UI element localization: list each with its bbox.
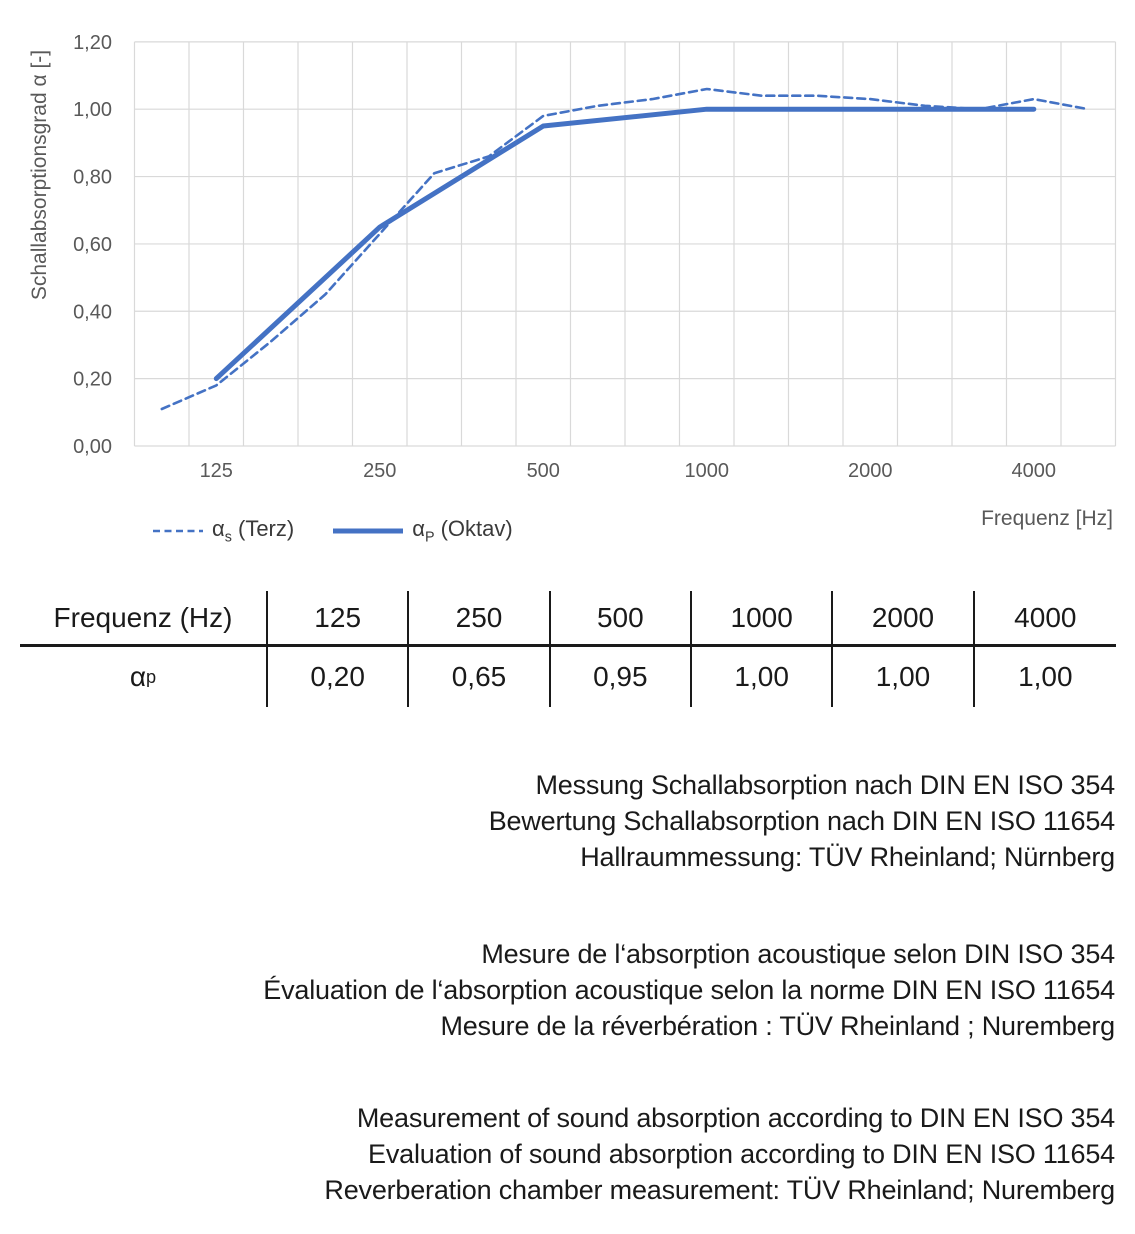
notes-german bbox=[489, 767, 1115, 875]
note-line: Hallraummessung: TÜV Rheinland; Nürnberg bbox=[580, 842, 1115, 872]
notes-french bbox=[263, 936, 1115, 1044]
svg-text:500: 500 bbox=[526, 460, 560, 482]
svg-text:1,20: 1,20 bbox=[73, 31, 112, 54]
chart-legend bbox=[152, 516, 513, 545]
y-axis-title: Schallabsorptionsgrad α [-] bbox=[28, 49, 51, 301]
note-line: Reverberation chamber measurement: TÜV Rheinland; Nuremberg bbox=[324, 1175, 1115, 1205]
solid-line-icon bbox=[332, 526, 404, 536]
legend-item-oktav bbox=[332, 516, 513, 545]
note-line: Mesure de la réverbération : TÜV Rheinland ; Nuremberg bbox=[440, 1011, 1115, 1041]
alpha-p-value-2000: 1,00 bbox=[833, 647, 974, 707]
svg-text:2000: 2000 bbox=[848, 460, 893, 482]
table-header-4000: 4000 bbox=[975, 591, 1116, 647]
table-header-frequency: Frequenz (Hz) bbox=[20, 591, 268, 647]
svg-text:0,80: 0,80 bbox=[73, 166, 112, 189]
table-header-500: 500 bbox=[551, 591, 692, 647]
x-axis-title: Frequenz [Hz] bbox=[981, 507, 1113, 530]
alpha-p-table bbox=[20, 591, 1116, 707]
table-header-250: 250 bbox=[409, 591, 550, 647]
svg-text:0,00: 0,00 bbox=[73, 436, 112, 458]
alpha-p-value-1000: 1,00 bbox=[692, 647, 833, 707]
notes-english bbox=[324, 1100, 1115, 1208]
table-header-125: 125 bbox=[268, 591, 409, 647]
table-header-1000: 1000 bbox=[692, 591, 833, 647]
alpha-p-row-label: α p bbox=[20, 647, 268, 707]
svg-text:0,40: 0,40 bbox=[73, 301, 112, 324]
legend-label-terz: $\alpha_s$ (Terz) bbox=[212, 516, 295, 546]
chart-plot-area bbox=[0, 0, 1135, 495]
svg-text:0,60: 0,60 bbox=[73, 233, 112, 256]
alpha-p-value-4000: 1,00 bbox=[1018, 661, 1073, 692]
legend-label-oktav: $\alpha_P$ (Oktav) bbox=[412, 516, 513, 546]
alpha-p-value-125: 0,20 bbox=[268, 647, 409, 707]
note-line: Mesure de l‘absorption acoustique selon DIN ISO 354 bbox=[481, 939, 1115, 969]
svg-text:250: 250 bbox=[363, 460, 397, 482]
note-line: Évaluation de l‘absorption acoustique selon la norme DIN EN ISO 11654 bbox=[263, 975, 1115, 1005]
alpha-p-value-500: 0,95 bbox=[551, 647, 692, 707]
svg-text:125: 125 bbox=[199, 460, 233, 482]
dashed-line-icon bbox=[152, 526, 204, 536]
y-axis-tick-labels bbox=[73, 32, 112, 458]
svg-text:1000: 1000 bbox=[684, 460, 729, 482]
table-header-2000: 2000 bbox=[833, 591, 974, 647]
svg-text:0,20: 0,20 bbox=[73, 368, 112, 391]
alpha-p-value-250: 0,65 bbox=[409, 647, 550, 707]
note-line: Bewertung Schallabsorption nach DIN EN ISO 11654 bbox=[488, 806, 1115, 836]
svg-text:1,00: 1,00 bbox=[73, 99, 112, 122]
note-line: Evaluation of sound absorption according to DIN EN ISO 11654 bbox=[368, 1139, 1115, 1169]
legend-item-terz bbox=[152, 516, 294, 545]
svg-text:4000: 4000 bbox=[1011, 460, 1056, 482]
note-line: Messung Schallabsorption nach DIN EN ISO 354 bbox=[535, 770, 1115, 800]
x-axis-tick-labels bbox=[200, 460, 1056, 482]
note-line: Measurement of sound absorption according to DIN EN ISO 354 bbox=[356, 1103, 1115, 1133]
